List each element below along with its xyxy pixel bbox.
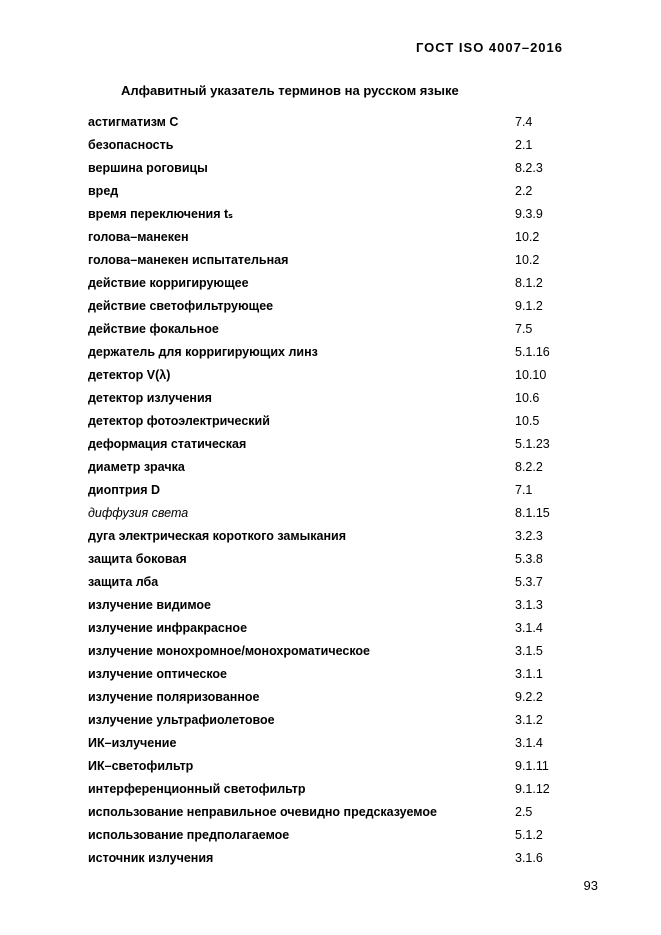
index-entry xyxy=(88,596,588,619)
index-reference: 10.5 xyxy=(515,414,540,428)
index-entry xyxy=(88,389,588,412)
index-entry xyxy=(88,182,588,205)
index-reference: 9.1.12 xyxy=(515,782,550,796)
index-reference: 3.1.5 xyxy=(515,644,543,658)
index-reference: 3.1.4 xyxy=(515,736,543,750)
index-term: диаметр зрачка xyxy=(88,460,185,474)
index-reference: 2.1 xyxy=(515,138,533,152)
index-reference: 10.2 xyxy=(515,253,540,267)
index-entry xyxy=(88,688,588,711)
index-term: излучение оптическое xyxy=(88,667,227,681)
index-entry xyxy=(88,734,588,757)
index-entry xyxy=(88,320,588,343)
index-term: излучение ультрафиолетовое xyxy=(88,713,275,727)
index-reference: 5.1.23 xyxy=(515,437,550,451)
index-reference: 8.1.2 xyxy=(515,276,543,290)
index-entry xyxy=(88,780,588,803)
index-reference: 10.2 xyxy=(515,230,540,244)
index-entry xyxy=(88,573,588,596)
index-entry xyxy=(88,228,588,251)
index-term: излучение поляризованное xyxy=(88,690,260,704)
index-reference: 9.1.2 xyxy=(515,299,543,313)
index-term: диффузия света xyxy=(88,506,189,520)
index-entry xyxy=(88,435,588,458)
index-entry xyxy=(88,527,588,550)
index-term: голова–манекен xyxy=(88,230,189,244)
index-reference: 5.1.2 xyxy=(515,828,543,842)
index-term: действие корригирующее xyxy=(88,276,249,290)
index-term: действие фокальное xyxy=(88,322,219,336)
index-reference: 7.5 xyxy=(515,322,533,336)
index-reference: 3.1.3 xyxy=(515,598,543,612)
index-entry xyxy=(88,757,588,780)
index-reference: 10.10 xyxy=(515,368,547,382)
index-entry xyxy=(88,826,588,849)
index-term: излучение видимое xyxy=(88,598,211,612)
index-entry xyxy=(88,642,588,665)
index-reference: 8.2.3 xyxy=(515,161,543,175)
index-entry xyxy=(88,458,588,481)
index-term: астигматизм C xyxy=(88,115,179,129)
index-term: держатель для корригирующих линз xyxy=(88,345,318,359)
index-reference: 5.3.8 xyxy=(515,552,543,566)
index-entry xyxy=(88,412,588,435)
index-term: вред xyxy=(88,184,119,198)
index-entry xyxy=(88,274,588,297)
index-entry xyxy=(88,665,588,688)
index-reference: 3.1.2 xyxy=(515,713,543,727)
index-term: диоптрия D xyxy=(88,483,161,497)
index-reference: 3.1.1 xyxy=(515,667,543,681)
index-term: вершина роговицы xyxy=(88,161,208,175)
index-reference: 3.2.3 xyxy=(515,529,543,543)
index-entry xyxy=(88,136,588,159)
index-term: ИК–светофильтр xyxy=(88,759,194,773)
index-term: источник излучения xyxy=(88,851,214,865)
index-reference: 2.5 xyxy=(515,805,533,819)
index-reference: 3.1.6 xyxy=(515,851,543,865)
document-header: ГОСТ ISO 4007–2016 xyxy=(415,40,563,55)
index-term: интерференционный светофильтр xyxy=(88,782,306,796)
index-entry xyxy=(88,849,588,872)
index-entry xyxy=(88,251,588,274)
index-term: использование неправильное очевидно предсказуемое xyxy=(88,805,437,819)
index-term: детектор излучения xyxy=(88,391,212,405)
index-entry xyxy=(88,803,588,826)
index-entry xyxy=(88,159,588,182)
index-reference: 9.2.2 xyxy=(515,690,543,704)
index-term: ИК–излучение xyxy=(88,736,177,750)
index-reference: 5.3.7 xyxy=(515,575,543,589)
index-term: излучение инфракрасное xyxy=(88,621,248,635)
index-entry xyxy=(88,205,588,228)
index-term: защита лба xyxy=(88,575,159,589)
index-entry xyxy=(88,343,588,366)
index-reference: 5.1.16 xyxy=(515,345,550,359)
index-entry xyxy=(88,481,588,504)
index-entry xyxy=(88,619,588,642)
index-reference: 7.4 xyxy=(515,115,533,129)
index-title: Алфавитный указатель терминов на русском языке xyxy=(121,83,459,98)
index-entry xyxy=(88,550,588,573)
index-term: дуга электрическая короткого замыкания xyxy=(88,529,347,543)
index-reference: 8.1.15 xyxy=(515,506,550,520)
index-term: детектор фотоэлектрический xyxy=(88,414,270,428)
index-entry xyxy=(88,366,588,389)
index-reference: 2.2 xyxy=(515,184,533,198)
index-entry xyxy=(88,297,588,320)
index-reference: 9.1.11 xyxy=(515,759,549,773)
index-reference: 9.3.9 xyxy=(515,207,543,221)
index-term: использование предполагаемое xyxy=(88,828,290,842)
index-term: детектор V(λ) xyxy=(88,368,171,382)
index-entry xyxy=(88,504,588,527)
index-term: защита боковая xyxy=(88,552,187,566)
index-reference: 8.2.2 xyxy=(515,460,543,474)
term-index-list xyxy=(88,113,588,872)
index-reference: 3.1.4 xyxy=(515,621,543,635)
index-reference: 7.1 xyxy=(515,483,533,497)
page-number: 93 xyxy=(583,878,598,893)
index-term: деформация статическая xyxy=(88,437,247,451)
index-term: действие светофильтрующее xyxy=(88,299,274,313)
index-term: излучение монохромное/монохроматическое xyxy=(88,644,371,658)
index-entry xyxy=(88,113,588,136)
index-entry xyxy=(88,711,588,734)
index-term: голова–манекен испытательная xyxy=(88,253,289,267)
index-reference: 10.6 xyxy=(515,391,540,405)
index-term: время переключения tₛ xyxy=(88,207,233,221)
index-term: безопасность xyxy=(88,138,174,152)
